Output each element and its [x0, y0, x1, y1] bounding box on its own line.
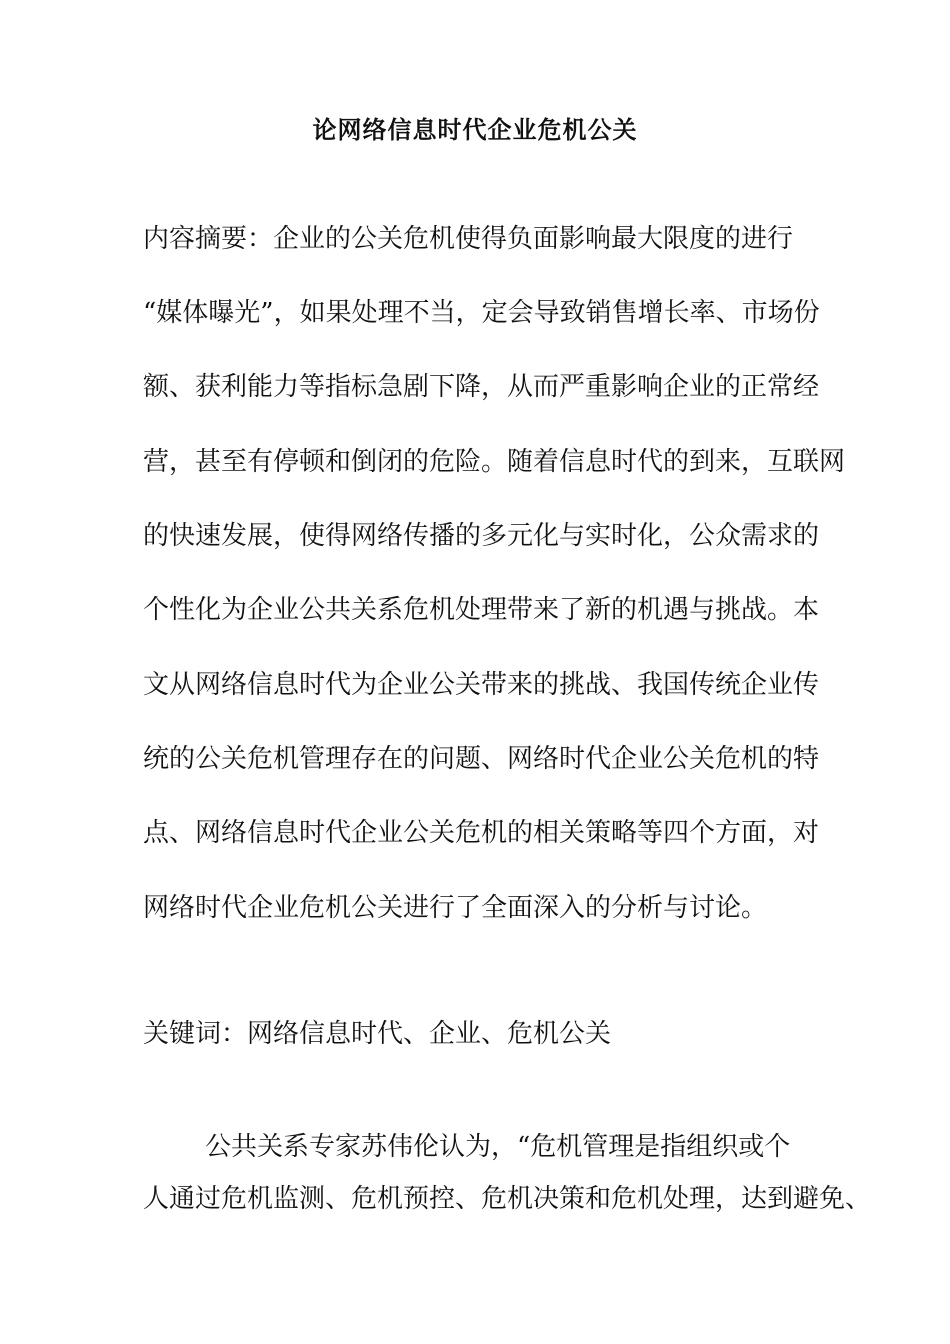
keywords-line: 关键词：网络信息时代、企业、危机公关: [143, 1019, 612, 1049]
abstract-line-1: 内容摘要：企业的公关危机使得负面影响最大限度的进行: [143, 224, 794, 254]
abstract-line-8: 统的公关危机管理存在的问题、网络时代企业公关危机的特: [143, 744, 820, 774]
body-line-1: 公共关系专家苏伟伦认为，“危机管理是指组织或个: [205, 1132, 791, 1162]
abstract-line-2: “媒体曝光”，如果处理不当，定会导致销售增长率、市场份: [143, 298, 820, 328]
body-line-2: 人通过危机监测、危机预控、危机决策和危机处理，达到避免、: [143, 1184, 872, 1214]
abstract-line-3: 额、获利能力等指标急剧下降，从而严重影响企业的正常经: [143, 372, 820, 402]
abstract-line-10: 网络时代企业危机公关进行了全面深入的分析与讨论。: [143, 893, 768, 923]
document-title: 论网络信息时代企业危机公关: [312, 115, 638, 144]
abstract-line-6: 个性化为企业公共关系危机处理带来了新的机遇与挑战。本: [143, 595, 820, 625]
abstract-line-5: 的快速发展，使得网络传播的多元化与实时化，公众需求的: [143, 521, 820, 551]
abstract-line-4: 营，甚至有停顿和倒闭的危险。随着信息时代的到来，互联网: [143, 447, 846, 477]
abstract-line-9: 点、网络信息时代企业公关危机的相关策略等四个方面，对: [143, 818, 820, 848]
abstract-line-7: 文从网络信息时代为企业公关带来的挑战、我国传统企业传: [143, 670, 820, 700]
